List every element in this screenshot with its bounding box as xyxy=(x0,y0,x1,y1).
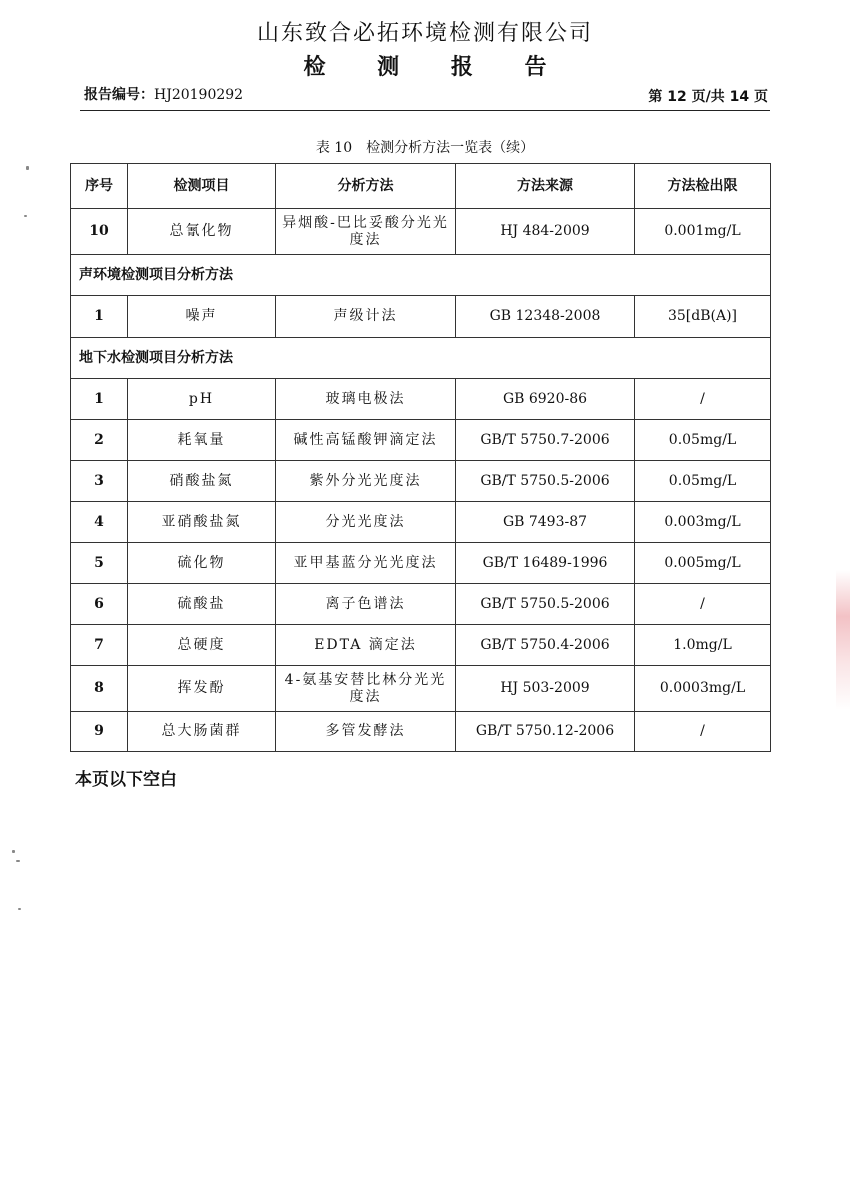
header-divider xyxy=(80,110,770,111)
section-title-groundwater: 地下水检测项目分析方法 xyxy=(71,338,771,379)
row-no: 2 xyxy=(71,420,128,461)
row-no: 7 xyxy=(71,625,128,666)
table-row xyxy=(71,625,771,666)
company-name: 山东致合必拓环境检测有限公司 xyxy=(256,21,593,46)
table-row xyxy=(71,712,771,752)
col-header-limit: 方法检出限 xyxy=(635,164,771,209)
row-item: 总氰化物 xyxy=(128,209,276,255)
report-number xyxy=(84,84,243,104)
row-source: HJ 503-2009 xyxy=(456,666,635,712)
report-title: 检 测 报 告 xyxy=(303,55,569,80)
col-header-method: 分析方法 xyxy=(276,164,456,209)
row-item: 亚硝酸盐氮 xyxy=(128,502,276,543)
row-method: 亚甲基蓝分光光度法 xyxy=(276,543,456,584)
row-item: 硝酸盐氮 xyxy=(128,461,276,502)
row-item: 硫酸盐 xyxy=(128,584,276,625)
row-source: HJ 484-2009 xyxy=(456,209,635,255)
methods-table xyxy=(70,163,771,752)
scan-speck xyxy=(18,908,21,910)
row-source: GB/T 5750.4-2006 xyxy=(456,625,635,666)
scan-speck xyxy=(26,166,29,170)
row-item: 耗氧量 xyxy=(128,420,276,461)
table-row xyxy=(71,461,771,502)
table-caption: 表 10 检测分析方法一览表（续） xyxy=(315,140,535,156)
row-source: GB/T 5750.7-2006 xyxy=(456,420,635,461)
row-item: 总大肠菌群 xyxy=(128,712,276,752)
table-row xyxy=(71,584,771,625)
row-method: 离子色谱法 xyxy=(276,584,456,625)
table-row xyxy=(71,296,771,338)
table-row xyxy=(71,420,771,461)
row-method: EDTA 滴定法 xyxy=(276,625,456,666)
table-row xyxy=(71,502,771,543)
row-no: 10 xyxy=(71,209,128,255)
table-row xyxy=(71,379,771,420)
row-method: 玻璃电极法 xyxy=(276,379,456,420)
seal-edge-mark xyxy=(836,570,850,710)
row-method: 分光光度法 xyxy=(276,502,456,543)
table-row xyxy=(71,543,771,584)
row-item: 硫化物 xyxy=(128,543,276,584)
row-method: 异烟酸-巴比妥酸分光光度法 xyxy=(276,209,456,255)
row-source: GB/T 5750.5-2006 xyxy=(456,461,635,502)
row-method: 声级计法 xyxy=(276,296,456,338)
section-row xyxy=(71,338,771,379)
row-source: GB 12348-2008 xyxy=(456,296,635,338)
row-item: 总硬度 xyxy=(128,625,276,666)
section-row xyxy=(71,255,771,296)
row-limit: / xyxy=(635,584,771,625)
row-item: 噪声 xyxy=(128,296,276,338)
row-limit: / xyxy=(635,712,771,752)
row-item: pH xyxy=(128,379,276,420)
row-source: GB/T 5750.12-2006 xyxy=(456,712,635,752)
report-number-label: 报告编号： xyxy=(84,87,154,103)
table-header-row xyxy=(71,164,771,209)
blank-page-note: 本页以下空白 xyxy=(75,770,177,790)
row-no: 4 xyxy=(71,502,128,543)
scan-speck xyxy=(16,860,20,862)
row-limit: / xyxy=(635,379,771,420)
row-source: GB/T 5750.5-2006 xyxy=(456,584,635,625)
row-no: 5 xyxy=(71,543,128,584)
row-item: 挥发酚 xyxy=(128,666,276,712)
page-info: 第 12 页/共 14 页 xyxy=(648,89,768,105)
row-source: GB 6920-86 xyxy=(456,379,635,420)
table-row xyxy=(71,209,771,255)
row-no: 1 xyxy=(71,296,128,338)
table-row xyxy=(71,666,771,712)
row-no: 1 xyxy=(71,379,128,420)
col-header-source: 方法来源 xyxy=(456,164,635,209)
scan-speck xyxy=(12,850,15,853)
row-method: 紫外分光光度法 xyxy=(276,461,456,502)
col-header-item: 检测项目 xyxy=(128,164,276,209)
col-header-no: 序号 xyxy=(71,164,128,209)
row-limit: 0.003mg/L xyxy=(635,502,771,543)
row-limit: 1.0mg/L xyxy=(635,625,771,666)
row-no: 6 xyxy=(71,584,128,625)
row-source: GB 7493-87 xyxy=(456,502,635,543)
section-title-noise: 声环境检测项目分析方法 xyxy=(71,255,771,296)
row-no: 3 xyxy=(71,461,128,502)
row-limit: 0.0003mg/L xyxy=(635,666,771,712)
row-limit: 35[dB(A)] xyxy=(635,296,771,338)
report-number-value: HJ20190292 xyxy=(154,87,244,103)
row-limit: 0.05mg/L xyxy=(635,420,771,461)
row-limit: 0.005mg/L xyxy=(635,543,771,584)
row-method: 多管发酵法 xyxy=(276,712,456,752)
row-source: GB/T 16489-1996 xyxy=(456,543,635,584)
row-no: 8 xyxy=(71,666,128,712)
row-no: 9 xyxy=(71,712,128,752)
scan-speck xyxy=(24,215,27,217)
row-method: 碱性高锰酸钾滴定法 xyxy=(276,420,456,461)
row-limit: 0.05mg/L xyxy=(635,461,771,502)
row-limit: 0.001mg/L xyxy=(635,209,771,255)
row-method: 4-氨基安替比林分光光度法 xyxy=(276,666,456,712)
